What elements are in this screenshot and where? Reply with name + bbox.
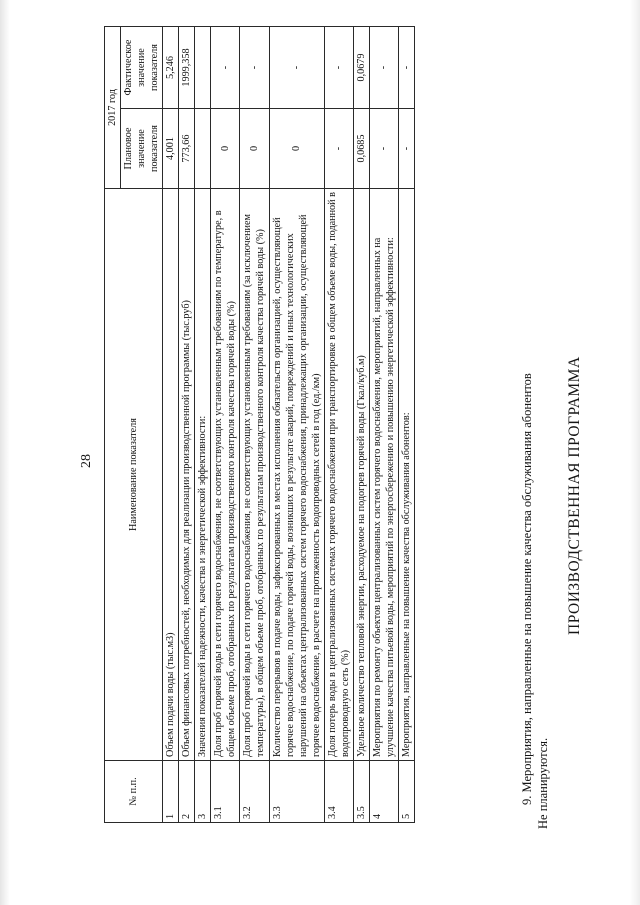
row-name: Мероприятия по ремонту объектов централизованных систем горячего водоснабжения, мероприятий, направленных на улучшение качества питьевой воды, мероприятий по энергосбережению и повышению энергетической эффективности: [369,189,398,761]
row-plan: - [324,109,353,189]
row-name: Значения показателей надежности, качества и энергетической эффективности: [195,189,211,761]
row-plan: - [398,109,414,189]
row-fact: - [240,27,269,109]
row-name: Объем подачи воды (тыс.м3) [163,189,179,761]
row-plan: 773,66 [179,109,195,189]
row-fact: 1999,358 [179,27,195,109]
table-row [163,27,179,823]
row-plan: - [369,109,398,189]
row-fact [195,27,211,109]
section-9-text: Не планируются. [536,737,550,829]
row-name: Доля проб горячей воды в сети горячего водоснабжения, не соответствующих установленным требованиям по температуре, в общем объеме проб, отобранных по результатам производственного контроля качества горячей воды (%) [211,189,240,761]
section-9-heading: 9. Мероприятия, направленные на повышение качества обслуживания абонентов [520,373,534,805]
row-name: Объем финансовых потребностей, необходимых для реализации производственной программы (тыс.руб) [179,189,195,761]
row-num: 2 [179,761,195,823]
table-header-row [105,27,121,823]
row-num: 3.5 [353,761,369,823]
row-fact: - [211,27,240,109]
row-fact: - [369,27,398,109]
row-num: 3 [195,761,211,823]
header-name: Наименование показателя [105,189,163,761]
header-plan: Плановое значение показателя [121,109,163,189]
row-plan: 4,001 [163,109,179,189]
row-plan: 0 [269,109,324,189]
header-num: № п.п. [105,761,163,823]
row-fact: - [269,27,324,109]
row-name: Удельное количество тепловой энергии, расходуемое на подогрев горячей воды (Гкал/куб.м) [353,189,369,761]
row-plan: 0 [211,109,240,189]
row-name: Мероприятия, направленные на повышение качества обслуживания абонентов: [398,189,414,761]
table-row [179,27,195,823]
table-row [353,27,369,823]
table-row [240,27,269,823]
row-num: 4 [369,761,398,823]
row-num: 5 [398,761,414,823]
table-row [324,27,353,823]
table-row [269,27,324,823]
row-plan: 0,0685 [353,109,369,189]
row-name: Доля потерь воды в централизованных системах горячего водоснабжения при транспортировке в общем объеме воды, поданной в водопроводную сеть (%) [324,189,353,761]
row-plan: 0 [240,109,269,189]
row-num: 3.1 [211,761,240,823]
row-num: 3.2 [240,761,269,823]
row-num: 3.3 [269,761,324,823]
row-plan [195,109,211,189]
row-name: Доля проб горячей воды в сети горячего водоснабжения, не соответствующих установленным требованиям (за исключением температуры), в общем объеме проб, отобранных по результатам производственного контроля качества горячей воды (%) [240,189,269,761]
row-name: Количество перерывов в подаче воды, зафиксированных в местах исполнения обязательств организацией, осуществляющей горячее водоснабжение, по подаче горячей воды, возникших в результате аварий, повреждений и иных технологических нарушений на объектах централизованных систем горячего водоснабжения, принадлежащих организации, осуществляющей горячее водоснабжение, в расчете на протяженность водопроводных сетей в год (ед./км) [269,189,324,761]
production-program-title: ПРОИЗВОДСТВЕННАЯ ПРОГРАММА [566,356,583,635]
indicators-table [104,26,415,823]
header-year: 2017 год [105,27,121,189]
table-row [369,27,398,823]
table-row [211,27,240,823]
row-num: 3.4 [324,761,353,823]
row-fact: - [398,27,414,109]
row-fact: 0,0679 [353,27,369,109]
row-fact: 5,246 [163,27,179,109]
row-fact: - [324,27,353,109]
table-row [195,27,211,823]
table-row [398,27,414,823]
header-fact: Фактическое значение показателя [121,27,163,109]
page-number: 28 [79,454,94,468]
row-num: 1 [163,761,179,823]
